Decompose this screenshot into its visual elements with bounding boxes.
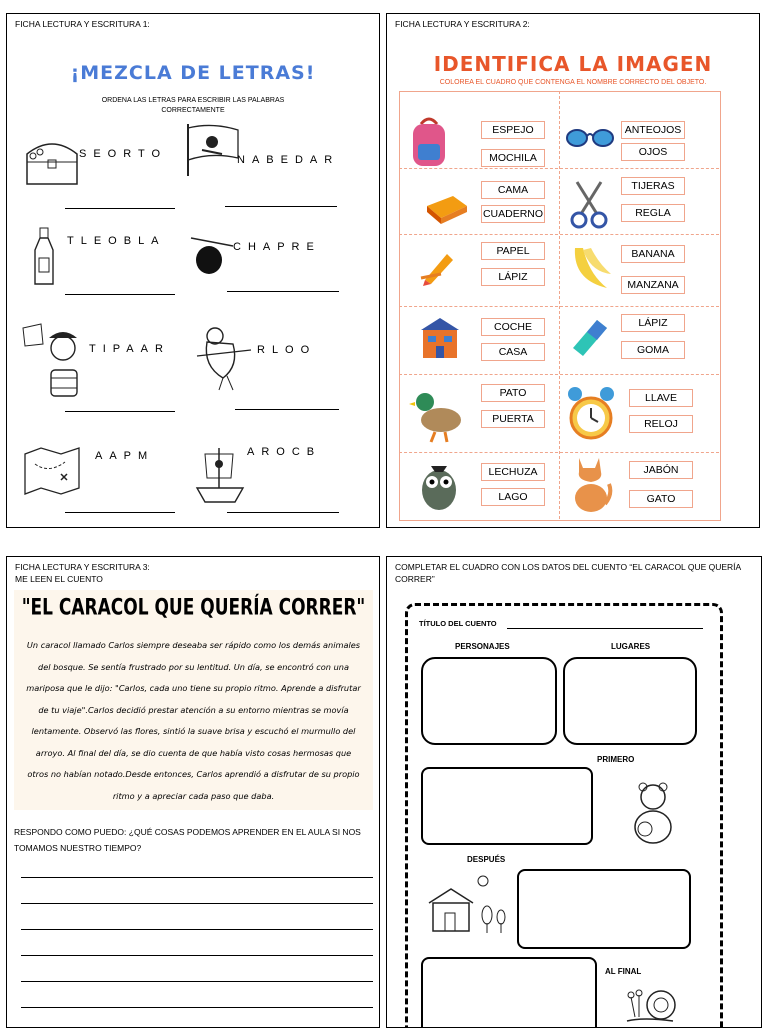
- story-line: del bosque. Se sentía frustrado por su lentitud. Un día, se encontró con una: [38, 661, 349, 672]
- row-divider: [399, 452, 719, 453]
- option-lapiz-2[interactable]: LÁPIZ: [621, 314, 685, 332]
- option-mochila[interactable]: MOCHILA: [481, 149, 545, 167]
- sheet2-header: FICHA LECTURA Y ESCRITURA 2:: [395, 19, 530, 29]
- sheet4-header-2: CORRER”: [395, 574, 435, 584]
- option-cama[interactable]: CAMA: [481, 181, 545, 199]
- option-goma[interactable]: GOMA: [621, 341, 685, 359]
- answer-line[interactable]: [65, 411, 175, 412]
- treasure-map-icon: [21, 444, 83, 496]
- option-ojos[interactable]: OJOS: [621, 143, 685, 161]
- sheet2-panel: [386, 13, 760, 528]
- scrambled-word-8: AROCB: [247, 446, 322, 458]
- option-puerta[interactable]: PUERTA: [481, 410, 545, 428]
- scrambled-word-6: RLOO: [257, 344, 317, 356]
- option-tijeras[interactable]: TIJERAS: [621, 177, 685, 195]
- sheet3-panel: [6, 556, 380, 1028]
- story-line: mariposa que le dijo: "Carlos, cada uno tiene su propio ritmo. Aprende a disfrutar: [26, 683, 361, 693]
- option-manzana[interactable]: MANZANA: [621, 276, 685, 294]
- writing-line[interactable]: [21, 903, 373, 904]
- house-icon: [417, 314, 463, 362]
- option-espejo[interactable]: ESPEJO: [481, 121, 545, 139]
- writing-line[interactable]: [21, 877, 373, 878]
- primero-label: PRIMERO: [597, 755, 635, 764]
- option-banana[interactable]: BANANA: [621, 245, 685, 263]
- story-card: [14, 590, 373, 810]
- primero-box[interactable]: [421, 767, 593, 845]
- al-final-label: AL FINAL: [605, 967, 642, 976]
- option-coche[interactable]: COCHE: [481, 318, 545, 336]
- sheet3-header-1: FICHA LECTURA Y ESCRITURA 3:: [15, 562, 150, 572]
- personajes-box[interactable]: [421, 657, 557, 745]
- row-divider: [399, 374, 719, 375]
- pirate-flag-icon: [182, 122, 244, 178]
- titulo-label: [419, 619, 497, 628]
- scissors-icon: [567, 178, 611, 230]
- story-line: arroyo. Al final del día, se dio cuenta de que había visto cosas hermosas que: [35, 747, 352, 758]
- story-line: ritmo y a apreciar cada paso que daba.: [112, 790, 275, 801]
- owl-icon: [415, 458, 463, 514]
- row-divider: [399, 306, 719, 307]
- answer-line[interactable]: [227, 291, 339, 292]
- option-lechuza[interactable]: LECHUZA: [481, 463, 545, 481]
- option-regla[interactable]: REGLA: [621, 204, 685, 222]
- alarm-clock-icon: [565, 384, 617, 444]
- glasses-icon: [565, 124, 615, 150]
- sheet4-header-1: COMPLETAR EL CUADRO CON LOS DATOS DEL CUENTO “EL CARACOL QUE QUERÍA: [395, 562, 742, 572]
- scrambled-word-4: CHAPRE: [233, 241, 321, 253]
- sheet2-instruction: COLOREA EL CUADRO QUE CONTENGA EL NOMBRE CORRECTO DEL OBJETO.: [439, 79, 707, 86]
- story-line: otros no habían notado.Desde entonces, Carlos aprendió a disfrutar de su propio: [27, 769, 360, 779]
- scrambled-word-3: TLEOBLA: [67, 235, 166, 247]
- bear-icon: [623, 779, 683, 849]
- banana-icon: [569, 244, 613, 294]
- answer-line[interactable]: [65, 294, 175, 295]
- despues-label: DESPUÉS: [467, 855, 506, 864]
- option-cuaderno[interactable]: CUADERNO: [481, 205, 545, 223]
- story-title: "EL CARACOL QUE QUERÍA CORRER": [21, 595, 366, 621]
- eye-patch-icon: [189, 234, 235, 278]
- story-line: Un caracol llamado Carlos siempre deseaba ser rápido como los demás animales: [26, 640, 361, 650]
- grid-center-divider: [559, 91, 560, 519]
- writing-line[interactable]: [21, 929, 373, 930]
- sheet1-header: FICHA LECTURA Y ESCRITURA 1:: [15, 19, 150, 29]
- answer-line[interactable]: [225, 206, 337, 207]
- answer-line[interactable]: [65, 512, 175, 513]
- parrot-icon: [193, 320, 255, 392]
- sheet3-header-2: ME LEEN EL CUENTO: [15, 574, 103, 584]
- farm-house-icon: [423, 867, 511, 937]
- pirate-ship-icon: [195, 444, 245, 506]
- story-line: de tu viaje".Carlos decidió prestar atención a su entorno mientras se movía: [38, 704, 349, 715]
- answer-line[interactable]: [227, 512, 339, 513]
- option-pato[interactable]: PATO: [481, 384, 545, 402]
- sheet1-title: ¡MEZCLA DE LETRAS!: [70, 62, 316, 84]
- titulo-label-text: TÍTULO DEL CUENTO: [419, 619, 497, 628]
- question-line-2: TOMAMOS NUESTRO TIEMPO?: [14, 843, 142, 853]
- cat-icon: [569, 454, 613, 514]
- eraser-icon: [569, 314, 611, 360]
- writing-line[interactable]: [21, 1007, 373, 1008]
- row-divider: [399, 234, 719, 235]
- scrambled-word-1: SEORTO: [79, 148, 168, 160]
- duck-icon: [409, 384, 469, 444]
- option-reloj[interactable]: RELOJ: [629, 415, 693, 433]
- option-anteojos[interactable]: ANTEOJOS: [621, 121, 685, 139]
- answer-line[interactable]: [235, 409, 339, 410]
- scrambled-word-5: TIPAAR: [89, 343, 170, 355]
- sheet2-title: IDENTIFICA LA IMAGEN: [433, 52, 713, 76]
- pirate-boy-icon: [19, 320, 91, 400]
- sheet1-panel: [6, 13, 380, 528]
- notebook-icon: [423, 192, 471, 228]
- backpack-icon: [405, 114, 453, 170]
- scrambled-word-7: AAPM: [95, 450, 155, 462]
- story-text: [14, 635, 373, 807]
- story-line: lentamente. Observó las flores, sintió la suave brisa y escuchó el murmullo del: [31, 726, 356, 736]
- option-gato[interactable]: GATO: [629, 490, 693, 508]
- bottle-icon: [29, 226, 59, 288]
- treasure-chest-icon: [21, 132, 83, 192]
- despues-box[interactable]: [517, 869, 691, 949]
- titulo-line[interactable]: [507, 628, 703, 629]
- al-final-box[interactable]: [421, 957, 597, 1028]
- sheet1-instruction-1: ORDENA LAS LETRAS PARA ESCRIBIR LAS PALABRAS: [101, 97, 285, 104]
- personajes-label: PERSONAJES: [455, 642, 510, 651]
- option-papel[interactable]: PAPEL: [481, 242, 545, 260]
- option-lago[interactable]: LAGO: [481, 488, 545, 506]
- option-llave[interactable]: LLAVE: [629, 389, 693, 407]
- lugares-box[interactable]: [563, 657, 697, 745]
- option-lapiz[interactable]: LÁPIZ: [481, 268, 545, 286]
- option-jabon[interactable]: JABÓN: [629, 461, 693, 479]
- pencil-icon: [417, 248, 457, 288]
- lugares-label: LUGARES: [611, 642, 651, 651]
- writing-line[interactable]: [21, 955, 373, 956]
- writing-line[interactable]: [21, 981, 373, 982]
- option-casa[interactable]: CASA: [481, 343, 545, 361]
- snail-icon: [623, 977, 683, 1027]
- sheet1-instruction-2: CORRECTAMENTE: [161, 107, 225, 114]
- answer-line[interactable]: [65, 208, 175, 209]
- question-line-1: RESPONDO COMO PUEDO: ¿QUÉ COSAS PODEMOS APRENDER EN EL AULA SI NOS: [14, 827, 361, 837]
- scrambled-word-2: NABEDAR: [237, 154, 340, 166]
- sheet4-panel: [386, 556, 762, 1028]
